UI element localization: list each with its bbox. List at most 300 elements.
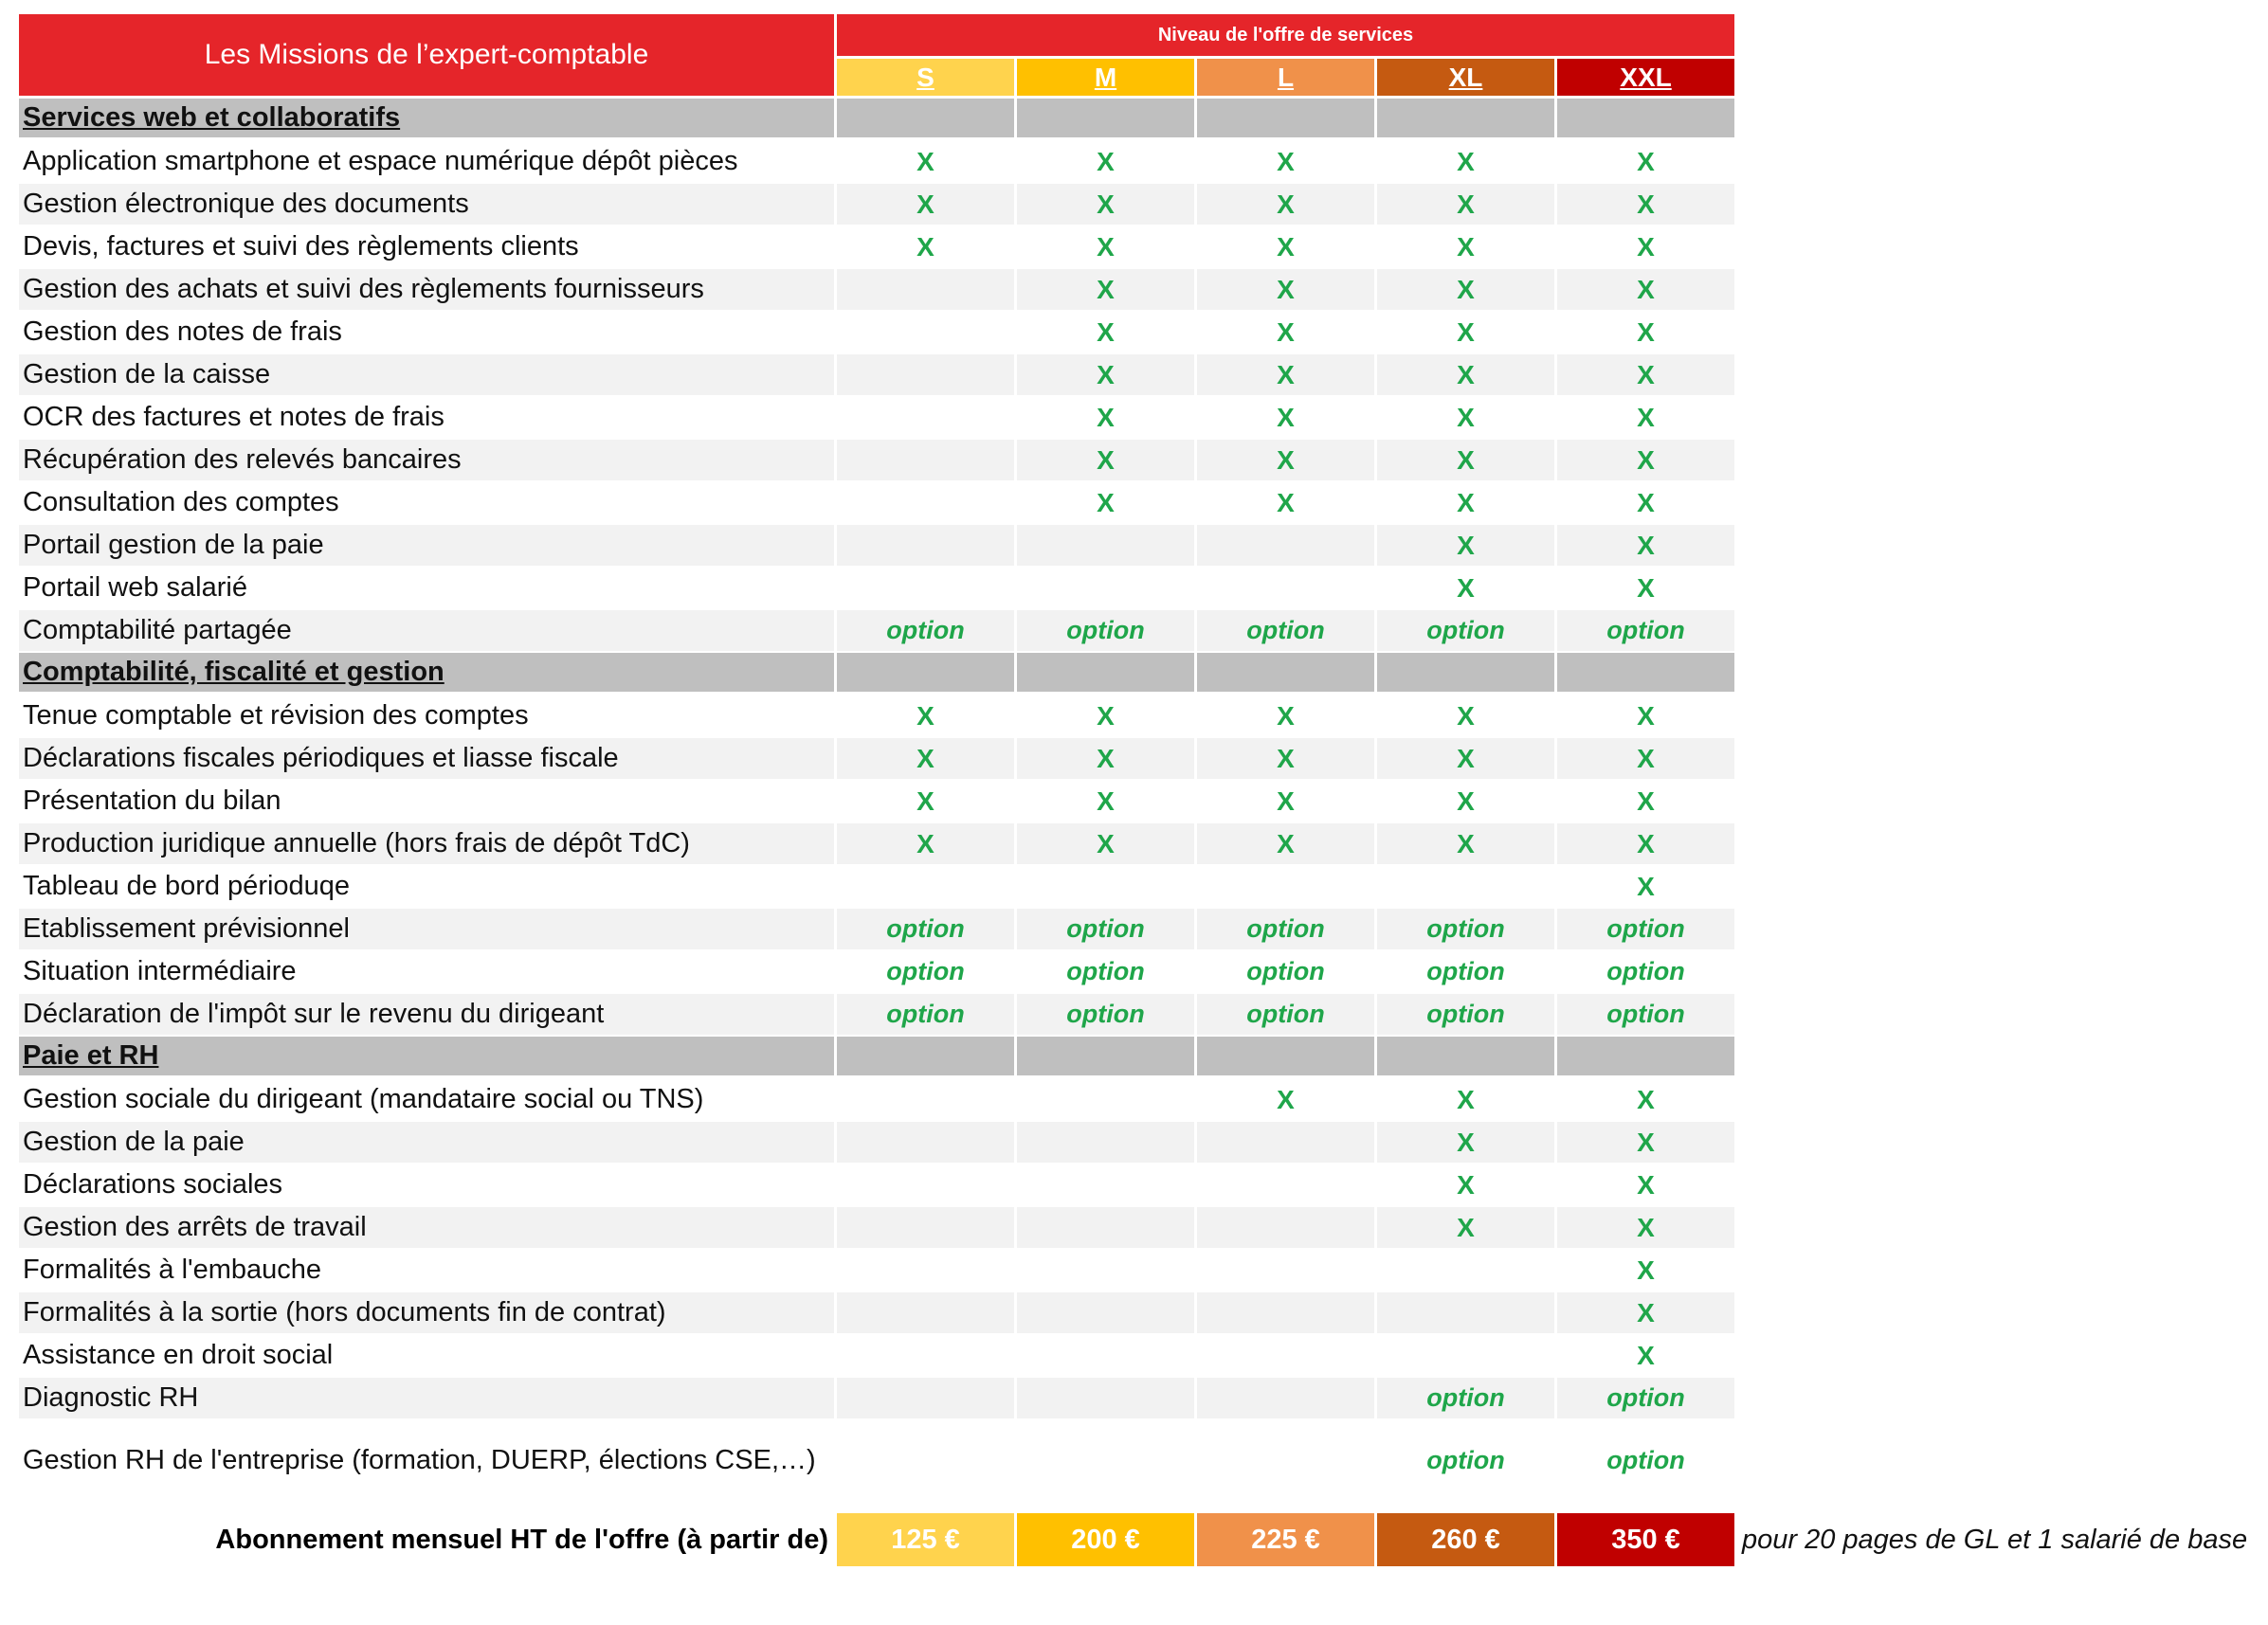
section-cell	[1197, 1037, 1374, 1075]
included-mark: X	[1457, 1127, 1475, 1157]
tier-cell-xl	[1377, 1122, 1554, 1163]
tier-cell-l	[1197, 1079, 1374, 1120]
tier-cell-xxl	[1557, 1292, 1734, 1333]
included-mark: X	[916, 231, 934, 262]
tier-cell-xl	[1377, 397, 1554, 438]
option-mark: option	[1606, 1383, 1685, 1412]
tier-cell-m	[1017, 1378, 1194, 1418]
tier-cell-s	[837, 184, 1014, 225]
tier-cell-s	[837, 1207, 1014, 1248]
section-title: Paie et RH	[19, 1037, 834, 1075]
page-title: Les Missions de l’expert-comptable	[19, 14, 834, 96]
included-mark: X	[916, 785, 934, 816]
tier-cell-xxl	[1557, 1250, 1734, 1291]
tier-cell-xxl	[1557, 994, 1734, 1035]
tier-cell-xl	[1377, 226, 1554, 267]
tier-cell-m	[1017, 482, 1194, 523]
included-mark: X	[1097, 743, 1115, 773]
section-cell	[1377, 1037, 1554, 1075]
section-cell	[1377, 653, 1554, 692]
tier-cell-m	[1017, 1079, 1194, 1120]
tier-cell-l	[1197, 1420, 1374, 1501]
included-mark: X	[1457, 828, 1475, 858]
tier-cell-xl	[1377, 269, 1554, 310]
included-mark: X	[1097, 444, 1115, 475]
tier-cell-xl	[1377, 1250, 1554, 1291]
included-mark: X	[1457, 274, 1475, 304]
included-mark: X	[1097, 274, 1115, 304]
tier-cell-m	[1017, 994, 1194, 1035]
tier-cell-xl	[1377, 1420, 1554, 1501]
tier-cell-xxl	[1557, 482, 1734, 523]
option-mark: option	[1606, 1000, 1685, 1028]
included-mark: X	[1637, 359, 1655, 389]
tier-cell-m	[1017, 141, 1194, 182]
tier-cell-l	[1197, 951, 1374, 992]
tier-cell-s	[837, 909, 1014, 949]
service-label: Application smartphone et espace numérique dépôt pièces	[23, 146, 738, 176]
included-mark: X	[1637, 828, 1655, 858]
option-mark: option	[1066, 914, 1145, 943]
service-label: Gestion RH de l'entreprise (formation, DUERP, élections CSE,…)	[23, 1445, 816, 1475]
tier-cell-m	[1017, 568, 1194, 608]
included-mark: X	[1637, 1212, 1655, 1242]
tier-cell-xxl	[1557, 1122, 1734, 1163]
tier-cell-s	[837, 610, 1014, 651]
service-label: Déclaration de l'impôt sur le revenu du dirigeant	[19, 994, 834, 1035]
included-mark: X	[1457, 1084, 1475, 1114]
tier-cell-xl	[1377, 951, 1554, 992]
included-mark: X	[1097, 316, 1115, 347]
price-m: 200 €	[1017, 1513, 1194, 1566]
included-mark: X	[1277, 743, 1295, 773]
tier-cell-xl	[1377, 1079, 1554, 1120]
section-cell	[1557, 653, 1734, 692]
included-mark: X	[1457, 700, 1475, 731]
tier-cell-m	[1017, 695, 1194, 736]
tier-cell-xxl	[1557, 184, 1734, 225]
tier-cell-l	[1197, 1122, 1374, 1163]
tier-cell-m	[1017, 397, 1194, 438]
included-mark: X	[1637, 1084, 1655, 1114]
included-mark: X	[1637, 231, 1655, 262]
tier-cell-m	[1017, 184, 1194, 225]
tier-cell-xl	[1377, 1207, 1554, 1248]
service-label: Récupération des relevés bancaires	[19, 440, 834, 480]
tier-cell-m	[1017, 1122, 1194, 1163]
tier-cell-s	[837, 994, 1014, 1035]
tier-cell-xxl	[1557, 1165, 1734, 1205]
option-mark: option	[886, 616, 965, 644]
service-label: Devis, factures et suivi des règlements clients	[23, 231, 579, 262]
tier-cell-xxl	[1557, 1420, 1734, 1501]
option-mark: option	[1606, 957, 1685, 985]
tier-cell-xxl	[1557, 781, 1734, 822]
tier-cell-m	[1017, 823, 1194, 864]
included-mark: X	[1277, 146, 1295, 176]
included-mark: X	[1457, 359, 1475, 389]
option-mark: option	[1246, 1000, 1325, 1028]
price-xxl: 350 €	[1557, 1513, 1734, 1566]
tier-cell-xl	[1377, 1165, 1554, 1205]
option-mark: option	[1426, 616, 1505, 644]
included-mark: X	[1097, 700, 1115, 731]
tier-cell-m	[1017, 909, 1194, 949]
service-label: Tenue comptable et révision des comptes	[23, 700, 529, 731]
tier-cell-s	[837, 1165, 1014, 1205]
included-mark: X	[1277, 1084, 1295, 1114]
tier-header-xxl: XXL	[1557, 59, 1734, 96]
service-label: OCR des factures et notes de frais	[23, 402, 445, 432]
included-mark: X	[1277, 189, 1295, 219]
included-mark: X	[1457, 487, 1475, 517]
service-label: Comptabilité partagée	[19, 610, 834, 651]
tier-cell-l	[1197, 354, 1374, 395]
included-mark: X	[1637, 530, 1655, 560]
tier-cell-xxl	[1557, 141, 1734, 182]
included-mark: X	[916, 189, 934, 219]
tier-cell-m	[1017, 1165, 1194, 1205]
option-mark: option	[1426, 1446, 1505, 1474]
tier-cell-m	[1017, 440, 1194, 480]
tier-cell-xxl	[1557, 354, 1734, 395]
included-mark: X	[1277, 828, 1295, 858]
included-mark: X	[1457, 146, 1475, 176]
tier-cell-s	[837, 269, 1014, 310]
service-label: Production juridique annuelle (hors frais de dépôt TdC)	[19, 823, 834, 864]
service-label: Tableau de bord périoduqe	[23, 871, 351, 901]
included-mark: X	[1457, 316, 1475, 347]
option-mark: option	[1246, 957, 1325, 985]
tier-cell-l	[1197, 482, 1374, 523]
included-mark: X	[1457, 572, 1475, 603]
service-label: Gestion électronique des documents	[19, 184, 834, 225]
section-cell	[1197, 99, 1374, 137]
tier-cell-s	[837, 482, 1014, 523]
service-label: Situation intermédiaire	[23, 956, 297, 986]
included-mark: X	[1457, 444, 1475, 475]
tier-cell-xxl	[1557, 397, 1734, 438]
tier-cell-m	[1017, 312, 1194, 352]
included-mark: X	[1457, 743, 1475, 773]
included-mark: X	[1457, 189, 1475, 219]
option-mark: option	[1606, 616, 1685, 644]
included-mark: X	[1457, 231, 1475, 262]
option-mark: option	[886, 914, 965, 943]
included-mark: X	[1637, 1297, 1655, 1327]
included-mark: X	[1097, 359, 1115, 389]
included-mark: X	[1277, 700, 1295, 731]
section-cell	[1017, 1037, 1194, 1075]
option-mark: option	[886, 1000, 965, 1028]
tier-cell-s	[837, 1335, 1014, 1376]
tier-cell-xl	[1377, 1292, 1554, 1333]
tier-header-xl: XL	[1377, 59, 1554, 96]
service-label: Gestion de la paie	[19, 1122, 834, 1163]
tier-cell-l	[1197, 184, 1374, 225]
tier-cell-l	[1197, 610, 1374, 651]
tier-header-m: M	[1017, 59, 1194, 96]
tier-cell-m	[1017, 738, 1194, 779]
tier-cell-s	[837, 951, 1014, 992]
tier-cell-xl	[1377, 568, 1554, 608]
tier-cell-xl	[1377, 525, 1554, 566]
tier-header-l: L	[1197, 59, 1374, 96]
included-mark: X	[916, 828, 934, 858]
tier-cell-s	[837, 781, 1014, 822]
included-mark: X	[1637, 274, 1655, 304]
tier-cell-l	[1197, 269, 1374, 310]
tier-cell-xl	[1377, 823, 1554, 864]
tier-cell-s	[837, 695, 1014, 736]
tier-cell-xxl	[1557, 525, 1734, 566]
tier-cell-s	[837, 823, 1014, 864]
included-mark: X	[1097, 402, 1115, 432]
tier-cell-m	[1017, 525, 1194, 566]
included-mark: X	[1277, 316, 1295, 347]
included-mark: X	[1277, 444, 1295, 475]
section-cell	[1017, 99, 1194, 137]
option-mark: option	[1426, 1000, 1505, 1028]
included-mark: X	[1457, 1212, 1475, 1242]
tier-cell-xxl	[1557, 1335, 1734, 1376]
tier-cell-m	[1017, 610, 1194, 651]
included-mark: X	[1097, 189, 1115, 219]
tier-cell-l	[1197, 568, 1374, 608]
service-label: Etablissement prévisionnel	[19, 909, 834, 949]
tier-cell-m	[1017, 269, 1194, 310]
tier-cell-xxl	[1557, 226, 1734, 267]
tier-cell-m	[1017, 1335, 1194, 1376]
tier-group-header: Niveau de l'offre de services	[837, 14, 1734, 56]
price-s: 125 €	[837, 1513, 1014, 1566]
included-mark: X	[916, 700, 934, 731]
section-cell	[837, 653, 1014, 692]
tier-cell-xl	[1377, 994, 1554, 1035]
included-mark: X	[1637, 402, 1655, 432]
tier-cell-m	[1017, 781, 1194, 822]
tier-cell-xxl	[1557, 951, 1734, 992]
tier-cell-xl	[1377, 909, 1554, 949]
included-mark: X	[1277, 231, 1295, 262]
tier-cell-xxl	[1557, 440, 1734, 480]
tier-cell-xxl	[1557, 909, 1734, 949]
tier-cell-xl	[1377, 141, 1554, 182]
tier-cell-m	[1017, 1420, 1194, 1501]
tier-cell-xxl	[1557, 568, 1734, 608]
tier-cell-m	[1017, 951, 1194, 992]
service-label: Déclarations sociales	[23, 1169, 283, 1200]
tier-cell-xl	[1377, 482, 1554, 523]
included-mark: X	[1277, 402, 1295, 432]
included-mark: X	[1277, 487, 1295, 517]
tier-cell-s	[837, 354, 1014, 395]
service-label: Portail web salarié	[23, 572, 247, 603]
tier-cell-xl	[1377, 866, 1554, 907]
tier-cell-l	[1197, 226, 1374, 267]
section-cell	[1197, 653, 1374, 692]
tier-cell-s	[837, 1420, 1014, 1501]
option-mark: option	[1426, 914, 1505, 943]
tier-cell-xl	[1377, 440, 1554, 480]
option-mark: option	[1246, 914, 1325, 943]
tier-cell-xxl	[1557, 1378, 1734, 1418]
tier-cell-m	[1017, 354, 1194, 395]
included-mark: X	[1097, 828, 1115, 858]
tier-cell-s	[837, 738, 1014, 779]
tier-cell-l	[1197, 312, 1374, 352]
tier-cell-s	[837, 866, 1014, 907]
tier-cell-xxl	[1557, 1207, 1734, 1248]
included-mark: X	[1637, 700, 1655, 731]
tier-header-s: S	[837, 59, 1014, 96]
tier-cell-xl	[1377, 781, 1554, 822]
included-mark: X	[1277, 274, 1295, 304]
section-cell	[837, 1037, 1014, 1075]
tier-cell-l	[1197, 1335, 1374, 1376]
tier-cell-l	[1197, 525, 1374, 566]
section-cell	[837, 99, 1014, 137]
tier-cell-l	[1197, 1292, 1374, 1333]
tier-cell-l	[1197, 440, 1374, 480]
included-mark: X	[1457, 785, 1475, 816]
tier-cell-s	[837, 226, 1014, 267]
tier-cell-xxl	[1557, 269, 1734, 310]
tier-cell-xxl	[1557, 695, 1734, 736]
tier-cell-xxl	[1557, 738, 1734, 779]
tier-cell-xxl	[1557, 1079, 1734, 1120]
option-mark: option	[886, 957, 965, 985]
price-xl: 260 €	[1377, 1513, 1554, 1566]
tier-cell-s	[837, 397, 1014, 438]
service-label: Assistance en droit social	[23, 1340, 334, 1370]
section-title: Comptabilité, fiscalité et gestion	[19, 653, 834, 692]
tier-cell-xxl	[1557, 823, 1734, 864]
included-mark: X	[1637, 189, 1655, 219]
included-mark: X	[1097, 785, 1115, 816]
tier-cell-xl	[1377, 610, 1554, 651]
included-mark: X	[1637, 572, 1655, 603]
included-mark: X	[1637, 785, 1655, 816]
section-cell	[1377, 99, 1554, 137]
option-mark: option	[1246, 616, 1325, 644]
included-mark: X	[1457, 402, 1475, 432]
service-label: Gestion sociale du dirigeant (mandataire social ou TNS)	[23, 1084, 704, 1114]
service-label: Formalités à l'embauche	[23, 1255, 322, 1285]
service-label: Portail gestion de la paie	[19, 525, 834, 566]
included-mark: X	[1637, 444, 1655, 475]
included-mark: X	[1097, 146, 1115, 176]
included-mark: X	[1637, 871, 1655, 901]
included-mark: X	[916, 146, 934, 176]
included-mark: X	[1637, 1255, 1655, 1285]
section-cell	[1557, 1037, 1734, 1075]
option-mark: option	[1606, 1446, 1685, 1474]
tier-cell-s	[837, 440, 1014, 480]
tier-cell-m	[1017, 1250, 1194, 1291]
pricing-label: Abonnement mensuel HT de l'offre (à partir de)	[215, 1524, 828, 1555]
service-label: Gestion de la caisse	[19, 354, 834, 395]
option-mark: option	[1606, 914, 1685, 943]
tier-cell-m	[1017, 1292, 1194, 1333]
tier-cell-l	[1197, 866, 1374, 907]
tier-cell-s	[837, 1292, 1014, 1333]
included-mark: X	[1637, 146, 1655, 176]
included-mark: X	[1457, 1169, 1475, 1200]
included-mark: X	[1277, 359, 1295, 389]
tier-cell-xl	[1377, 1378, 1554, 1418]
section-cell	[1017, 653, 1194, 692]
tier-cell-l	[1197, 994, 1374, 1035]
service-label: Consultation des comptes	[23, 487, 339, 517]
service-label: Diagnostic RH	[19, 1378, 834, 1418]
included-mark: X	[1277, 785, 1295, 816]
tier-cell-l	[1197, 141, 1374, 182]
tier-cell-l	[1197, 1250, 1374, 1291]
tier-cell-s	[837, 141, 1014, 182]
tier-cell-xl	[1377, 312, 1554, 352]
tier-cell-s	[837, 1079, 1014, 1120]
tier-cell-xl	[1377, 738, 1554, 779]
option-mark: option	[1066, 1000, 1145, 1028]
service-label: Gestion des achats et suivi des règlements fournisseurs	[19, 269, 834, 310]
tier-cell-l	[1197, 695, 1374, 736]
tier-cell-m	[1017, 866, 1194, 907]
price-l: 225 €	[1197, 1513, 1374, 1566]
included-mark: X	[1637, 1169, 1655, 1200]
tier-cell-xxl	[1557, 610, 1734, 651]
tier-cell-s	[837, 525, 1014, 566]
included-mark: X	[1637, 743, 1655, 773]
included-mark: X	[1457, 530, 1475, 560]
included-mark: X	[916, 743, 934, 773]
tier-cell-xl	[1377, 695, 1554, 736]
included-mark: X	[1637, 1340, 1655, 1370]
option-mark: option	[1426, 1383, 1505, 1412]
tier-cell-m	[1017, 1207, 1194, 1248]
tier-cell-s	[837, 1122, 1014, 1163]
included-mark: X	[1637, 316, 1655, 347]
included-mark: X	[1637, 1127, 1655, 1157]
tier-cell-l	[1197, 781, 1374, 822]
service-label: Présentation du bilan	[23, 785, 281, 816]
tier-cell-l	[1197, 738, 1374, 779]
option-mark: option	[1066, 957, 1145, 985]
tier-cell-l	[1197, 823, 1374, 864]
tier-cell-xxl	[1557, 312, 1734, 352]
tier-cell-s	[837, 568, 1014, 608]
option-mark: option	[1426, 957, 1505, 985]
tier-cell-xxl	[1557, 866, 1734, 907]
tier-cell-xl	[1377, 184, 1554, 225]
service-label: Gestion des notes de frais	[23, 316, 342, 347]
tier-cell-s	[837, 312, 1014, 352]
service-label: Formalités à la sortie (hors documents fin de contrat)	[19, 1292, 834, 1333]
included-mark: X	[1097, 231, 1115, 262]
section-title: Services web et collaboratifs	[19, 99, 834, 137]
tier-cell-xl	[1377, 1335, 1554, 1376]
tier-cell-l	[1197, 1378, 1374, 1418]
tier-cell-l	[1197, 909, 1374, 949]
tier-cell-s	[837, 1250, 1014, 1291]
tier-cell-l	[1197, 1165, 1374, 1205]
tier-cell-s	[837, 1378, 1014, 1418]
included-mark: X	[1097, 487, 1115, 517]
tier-cell-l	[1197, 1207, 1374, 1248]
service-label: Déclarations fiscales périodiques et liasse fiscale	[19, 738, 834, 779]
option-mark: option	[1066, 616, 1145, 644]
included-mark: X	[1637, 487, 1655, 517]
